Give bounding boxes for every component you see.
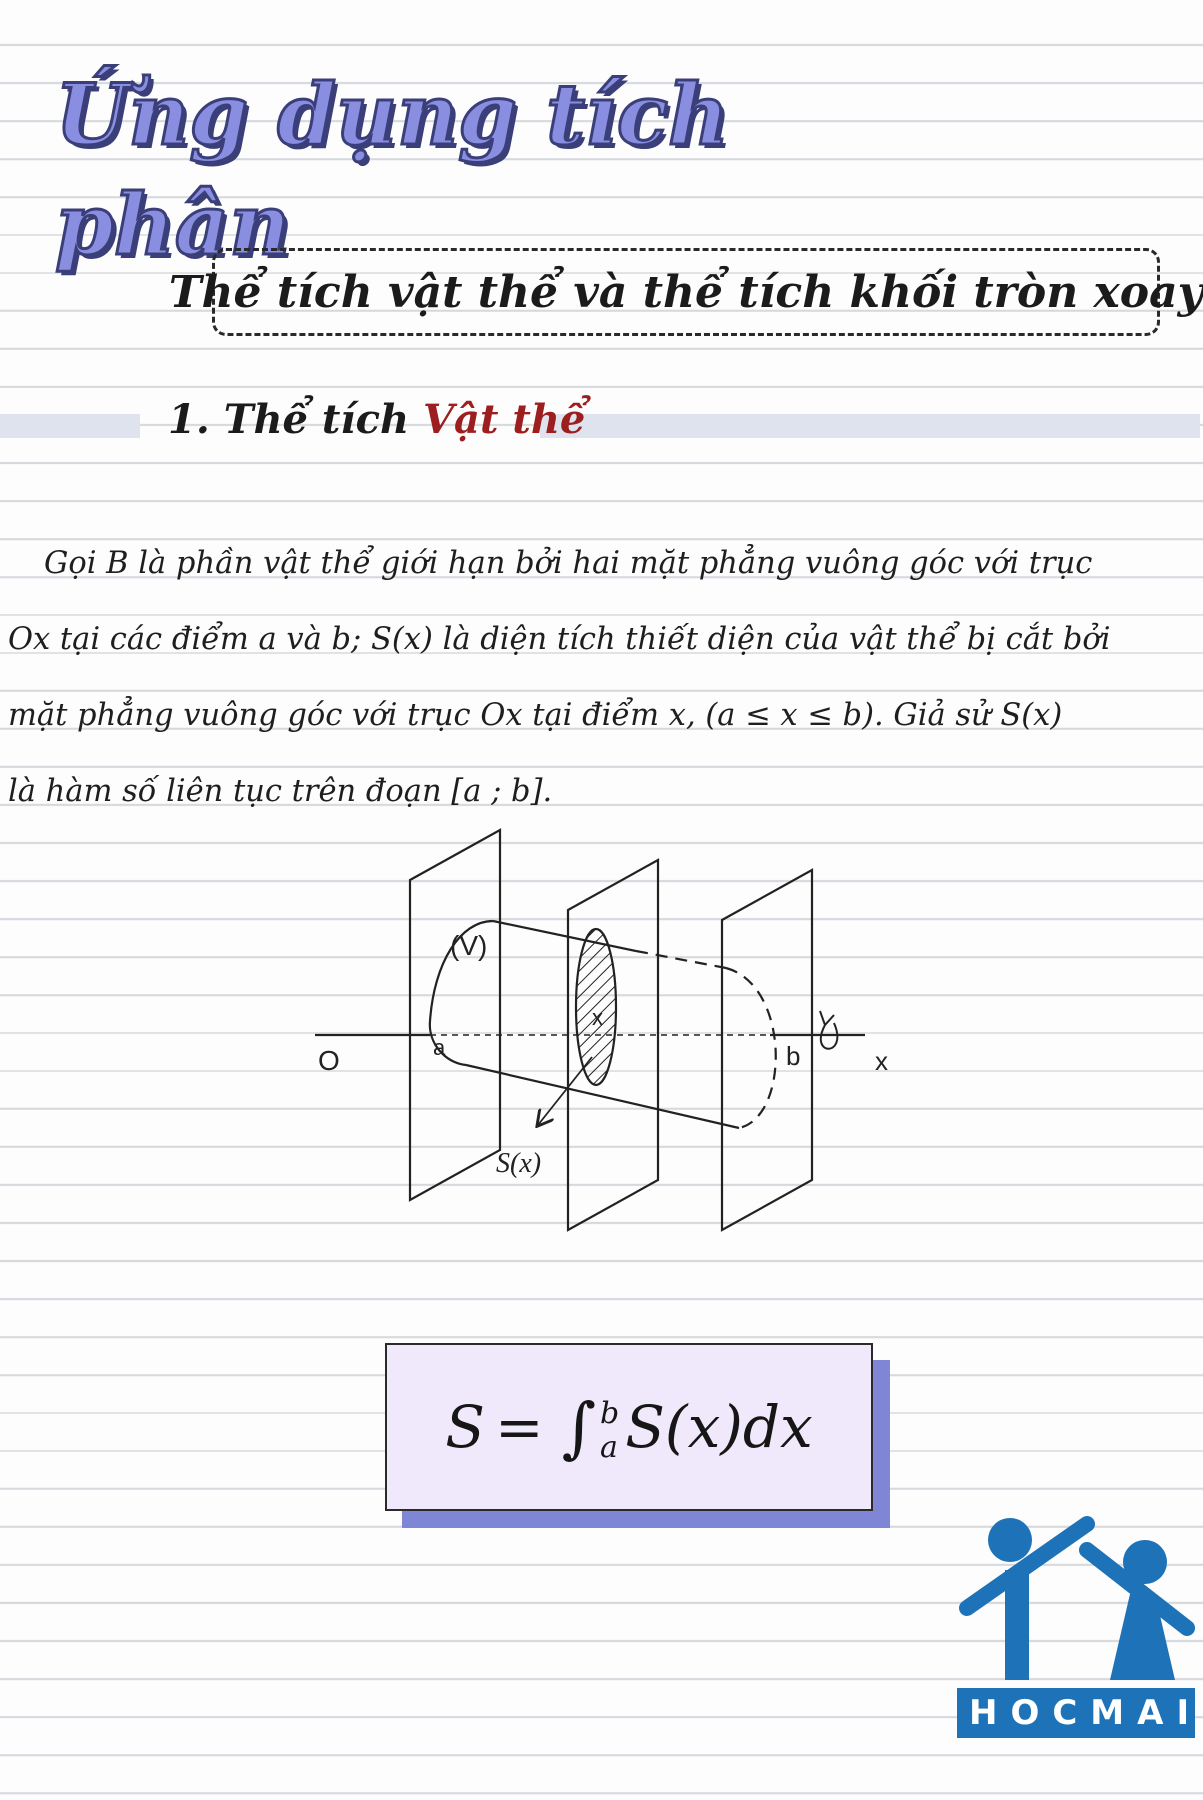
section-bar-right bbox=[540, 414, 1200, 438]
label-b: b bbox=[786, 1041, 801, 1071]
formula-lhs: S bbox=[445, 1393, 485, 1461]
hocmai-logo-text: HOCMAI bbox=[957, 1688, 1195, 1738]
label-s: S(x) bbox=[496, 1148, 542, 1179]
label-x-section: x bbox=[592, 1005, 603, 1030]
formula-integrand: S(x)dx bbox=[625, 1393, 813, 1461]
section-heading bbox=[168, 392, 585, 448]
body-top-edge bbox=[493, 921, 636, 951]
body-top-dashed bbox=[636, 951, 726, 968]
volume-figure bbox=[318, 825, 930, 1245]
label-o: O bbox=[318, 1045, 340, 1076]
rotation-icon bbox=[820, 1011, 837, 1049]
section-highlight: Vật thể bbox=[422, 396, 586, 443]
section-bar-left bbox=[0, 414, 140, 438]
definition-paragraph bbox=[8, 526, 1188, 830]
formula-box bbox=[385, 1343, 873, 1511]
integral-sign: ∫ bbox=[561, 1388, 596, 1466]
section-label: Thể tích bbox=[223, 396, 410, 443]
integral-limits bbox=[600, 1397, 619, 1465]
body-right-dashed bbox=[726, 968, 776, 1128]
formula-equals: = bbox=[494, 1393, 544, 1461]
page-title: Ứng dụng tích phân bbox=[55, 65, 730, 274]
label-x-axis: x bbox=[875, 1046, 888, 1076]
plane-left bbox=[410, 830, 500, 1200]
subtitle: Thể tích vật thể và thể tích khối tròn xoay bbox=[168, 266, 1203, 318]
paragraph-line-1: Gọi B là phần vật thể giới hạn bởi hai mặt phẳng vuông góc với trục bbox=[44, 546, 1093, 581]
section-number: 1. bbox=[168, 396, 210, 443]
integral-upper: b bbox=[599, 1396, 620, 1431]
label-v: (V) bbox=[450, 930, 488, 961]
label-a: a bbox=[433, 1035, 446, 1060]
paragraph-line-4: là hàm số liên tục trên đoạn [a ; b]. bbox=[8, 774, 553, 809]
hocmai-logo-icon bbox=[955, 1510, 1195, 1685]
paragraph-line-3: mặt phẳng vuông góc với trục Ox tại điểm x, (a ≤ x ≤ b). Giả sử S(x) bbox=[8, 698, 1063, 733]
paragraph-line-2: Ox tại các điểm a và b; S(x) là diện tích thiết diện của vật thể bị cắt bởi bbox=[8, 622, 1111, 657]
subtitle-box bbox=[168, 248, 1203, 336]
integral-lower: a bbox=[599, 1430, 618, 1465]
